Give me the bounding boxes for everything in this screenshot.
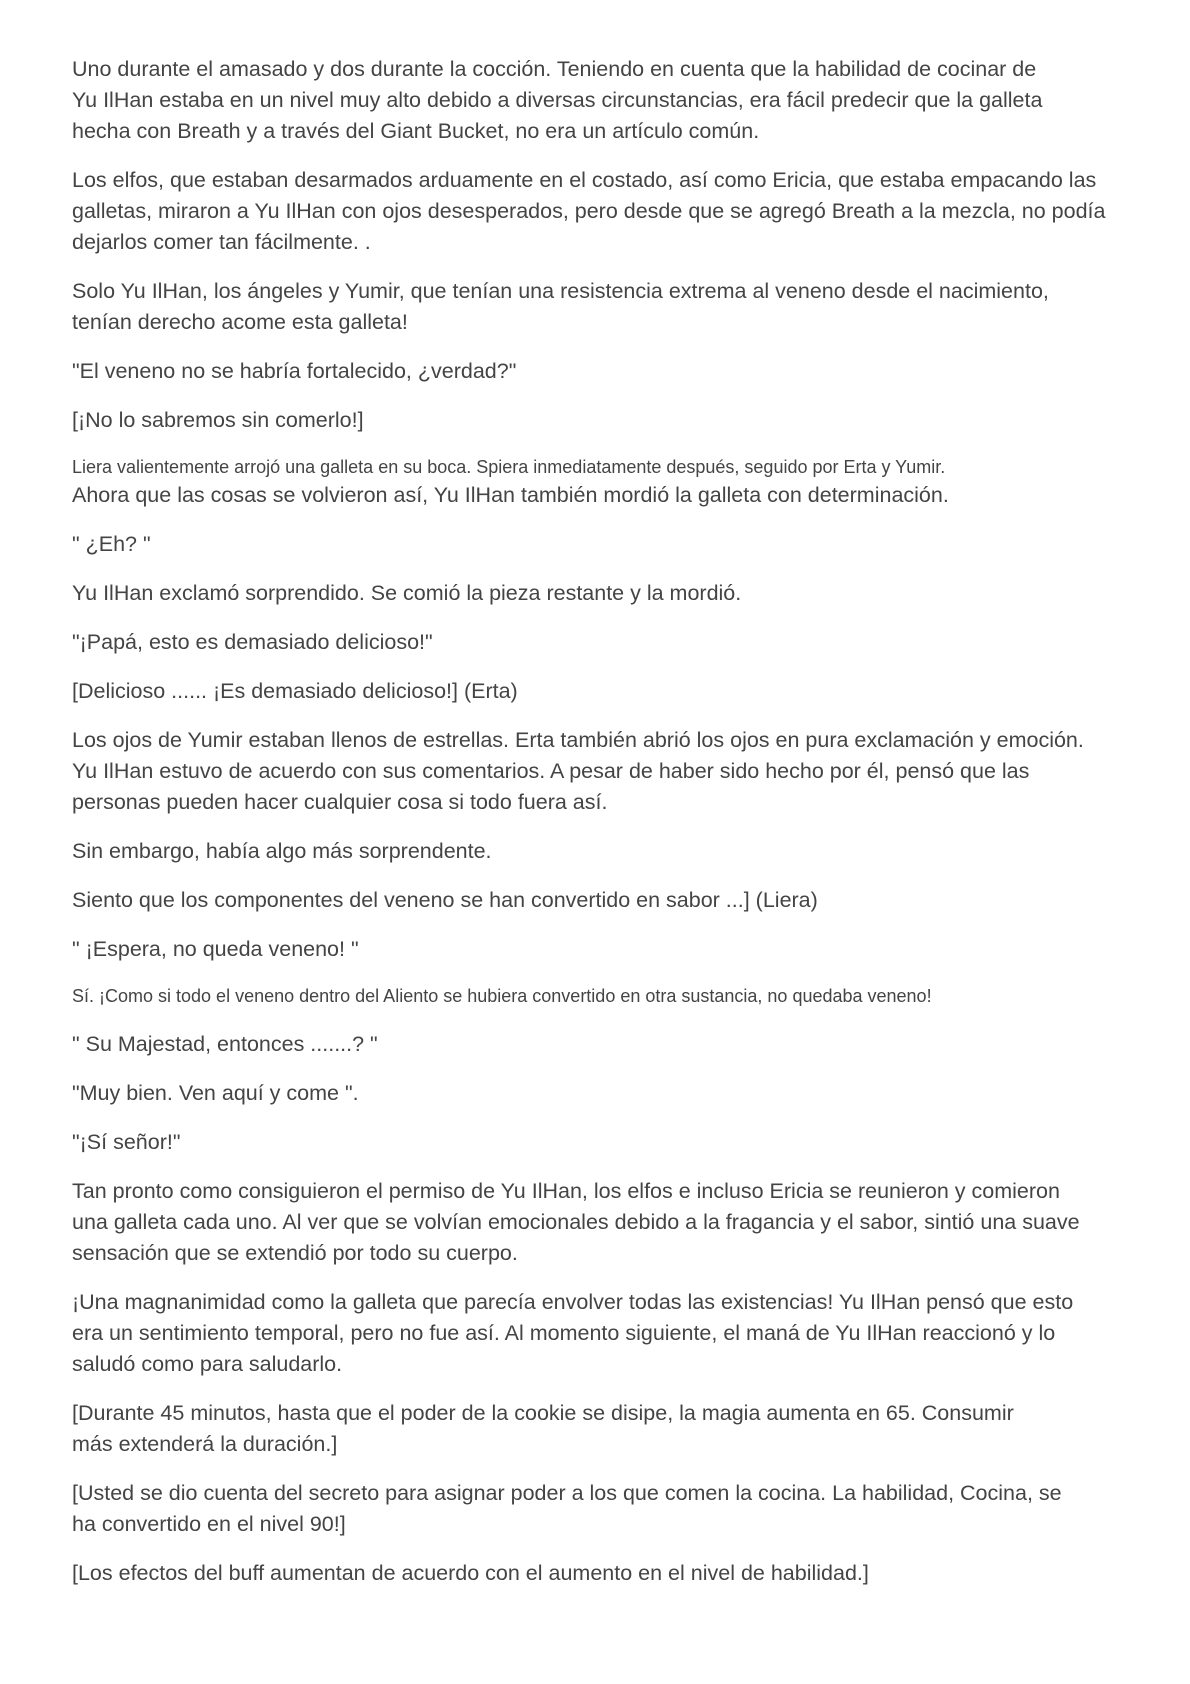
paragraph: Uno durante el amasado y dos durante la cocción. Teniendo en cuenta que la habilidad de cocinar de Yu IlHan estaba en un nivel muy alto debido a diversas circunstancias, era fácil predecir que la galleta hecha con Breath y a través del Giant Bucket, no era un artículo común.: [72, 57, 1043, 143]
dialogue-line: "¡Papá, esto es demasiado delicioso!": [72, 630, 433, 654]
dialogue-line: " ¡Espera, no queda veneno! ": [72, 937, 359, 961]
paragraph: Ahora que las cosas se volvieron así, Yu IlHan también mordió la galleta con determinación.: [72, 483, 949, 507]
dialogue-line: " ¿Eh? ": [72, 532, 151, 556]
system-message: Siento que los componentes del veneno se han convertido en sabor ...] (Liera): [72, 888, 818, 912]
paragraph: Tan pronto como consiguieron el permiso de Yu IlHan, los elfos e incluso Ericia se reunieron y comieron una galleta cada uno. Al ver que se volvían emocionales debido a la fragancia y el sabor, sintió una suave sensación que se extendió por todo su cuerpo.: [72, 1179, 1080, 1265]
system-message: [¡No lo sabremos sin comerlo!]: [72, 408, 364, 432]
paragraph: Sin embargo, había algo más sorprendente.: [72, 839, 492, 863]
paragraph: Yu IlHan exclamó sorprendido. Se comió la pieza restante y la mordió.: [72, 581, 742, 605]
system-message: [Usted se dio cuenta del secreto para asignar poder a los que comen la cocina. La habilidad, Cocina, se ha convertido en el nivel 90!]: [72, 1481, 1062, 1536]
dialogue-line: "El veneno no se habría fortalecido, ¿verdad?": [72, 359, 517, 383]
paragraph: Los elfos, que estaban desarmados arduamente en el costado, así como Ericia, que estaba empacando las galletas, miraron a Yu IlHan con ojos desesperados, pero desde que se agregó Breath a la mezcla, no podía dejarlos comer tan fácilmente. .: [72, 168, 1106, 254]
dialogue-line: "Muy bien. Ven aquí y come ".: [72, 1081, 359, 1105]
paragraph-small: Sí. ¡Como si todo el veneno dentro del Aliento se hubiera convertido en otra sustancia, no quedaba veneno!: [72, 986, 932, 1006]
paragraph: Solo Yu IlHan, los ángeles y Yumir, que tenían una resistencia extrema al veneno desde el nacimiento, tenían derecho acome esta galleta!: [72, 279, 1049, 334]
paragraph: ¡Una magnanimidad como la galleta que parecía envolver todas las existencias! Yu IlHan pensó que esto era un sentimiento temporal, pero no fue así. Al momento siguiente, el maná de Yu IlHan reaccionó y lo saludó como para saludarlo.: [72, 1290, 1074, 1376]
paragraph-small: Liera valientemente arrojó una galleta en su boca. Spiera inmediatamente después, seguido por Erta y Yumir.: [72, 457, 946, 477]
system-message: [Delicioso ...... ¡Es demasiado delicioso!] (Erta): [72, 679, 518, 703]
system-message: [Los efectos del buff aumentan de acuerdo con el aumento en el nivel de habilidad.]: [72, 1561, 869, 1585]
dialogue-line: "¡Sí señor!": [72, 1130, 181, 1154]
dialogue-line: " Su Majestad, entonces .......? ": [72, 1032, 378, 1056]
document-page: [72, 54, 1132, 1607]
system-message: [Durante 45 minutos, hasta que el poder de la cookie se disipe, la magia aumenta en 65. Consumir más extenderá la duración.]: [72, 1401, 1014, 1456]
paragraph: Los ojos de Yumir estaban llenos de estrellas. Erta también abrió los ojos en pura exclamación y emoción. Yu IlHan estuvo de acuerdo con sus comentarios. A pesar de haber sido hecho por él, pensó que las personas pueden hacer cualquier cosa si todo fuera así.: [72, 728, 1084, 814]
